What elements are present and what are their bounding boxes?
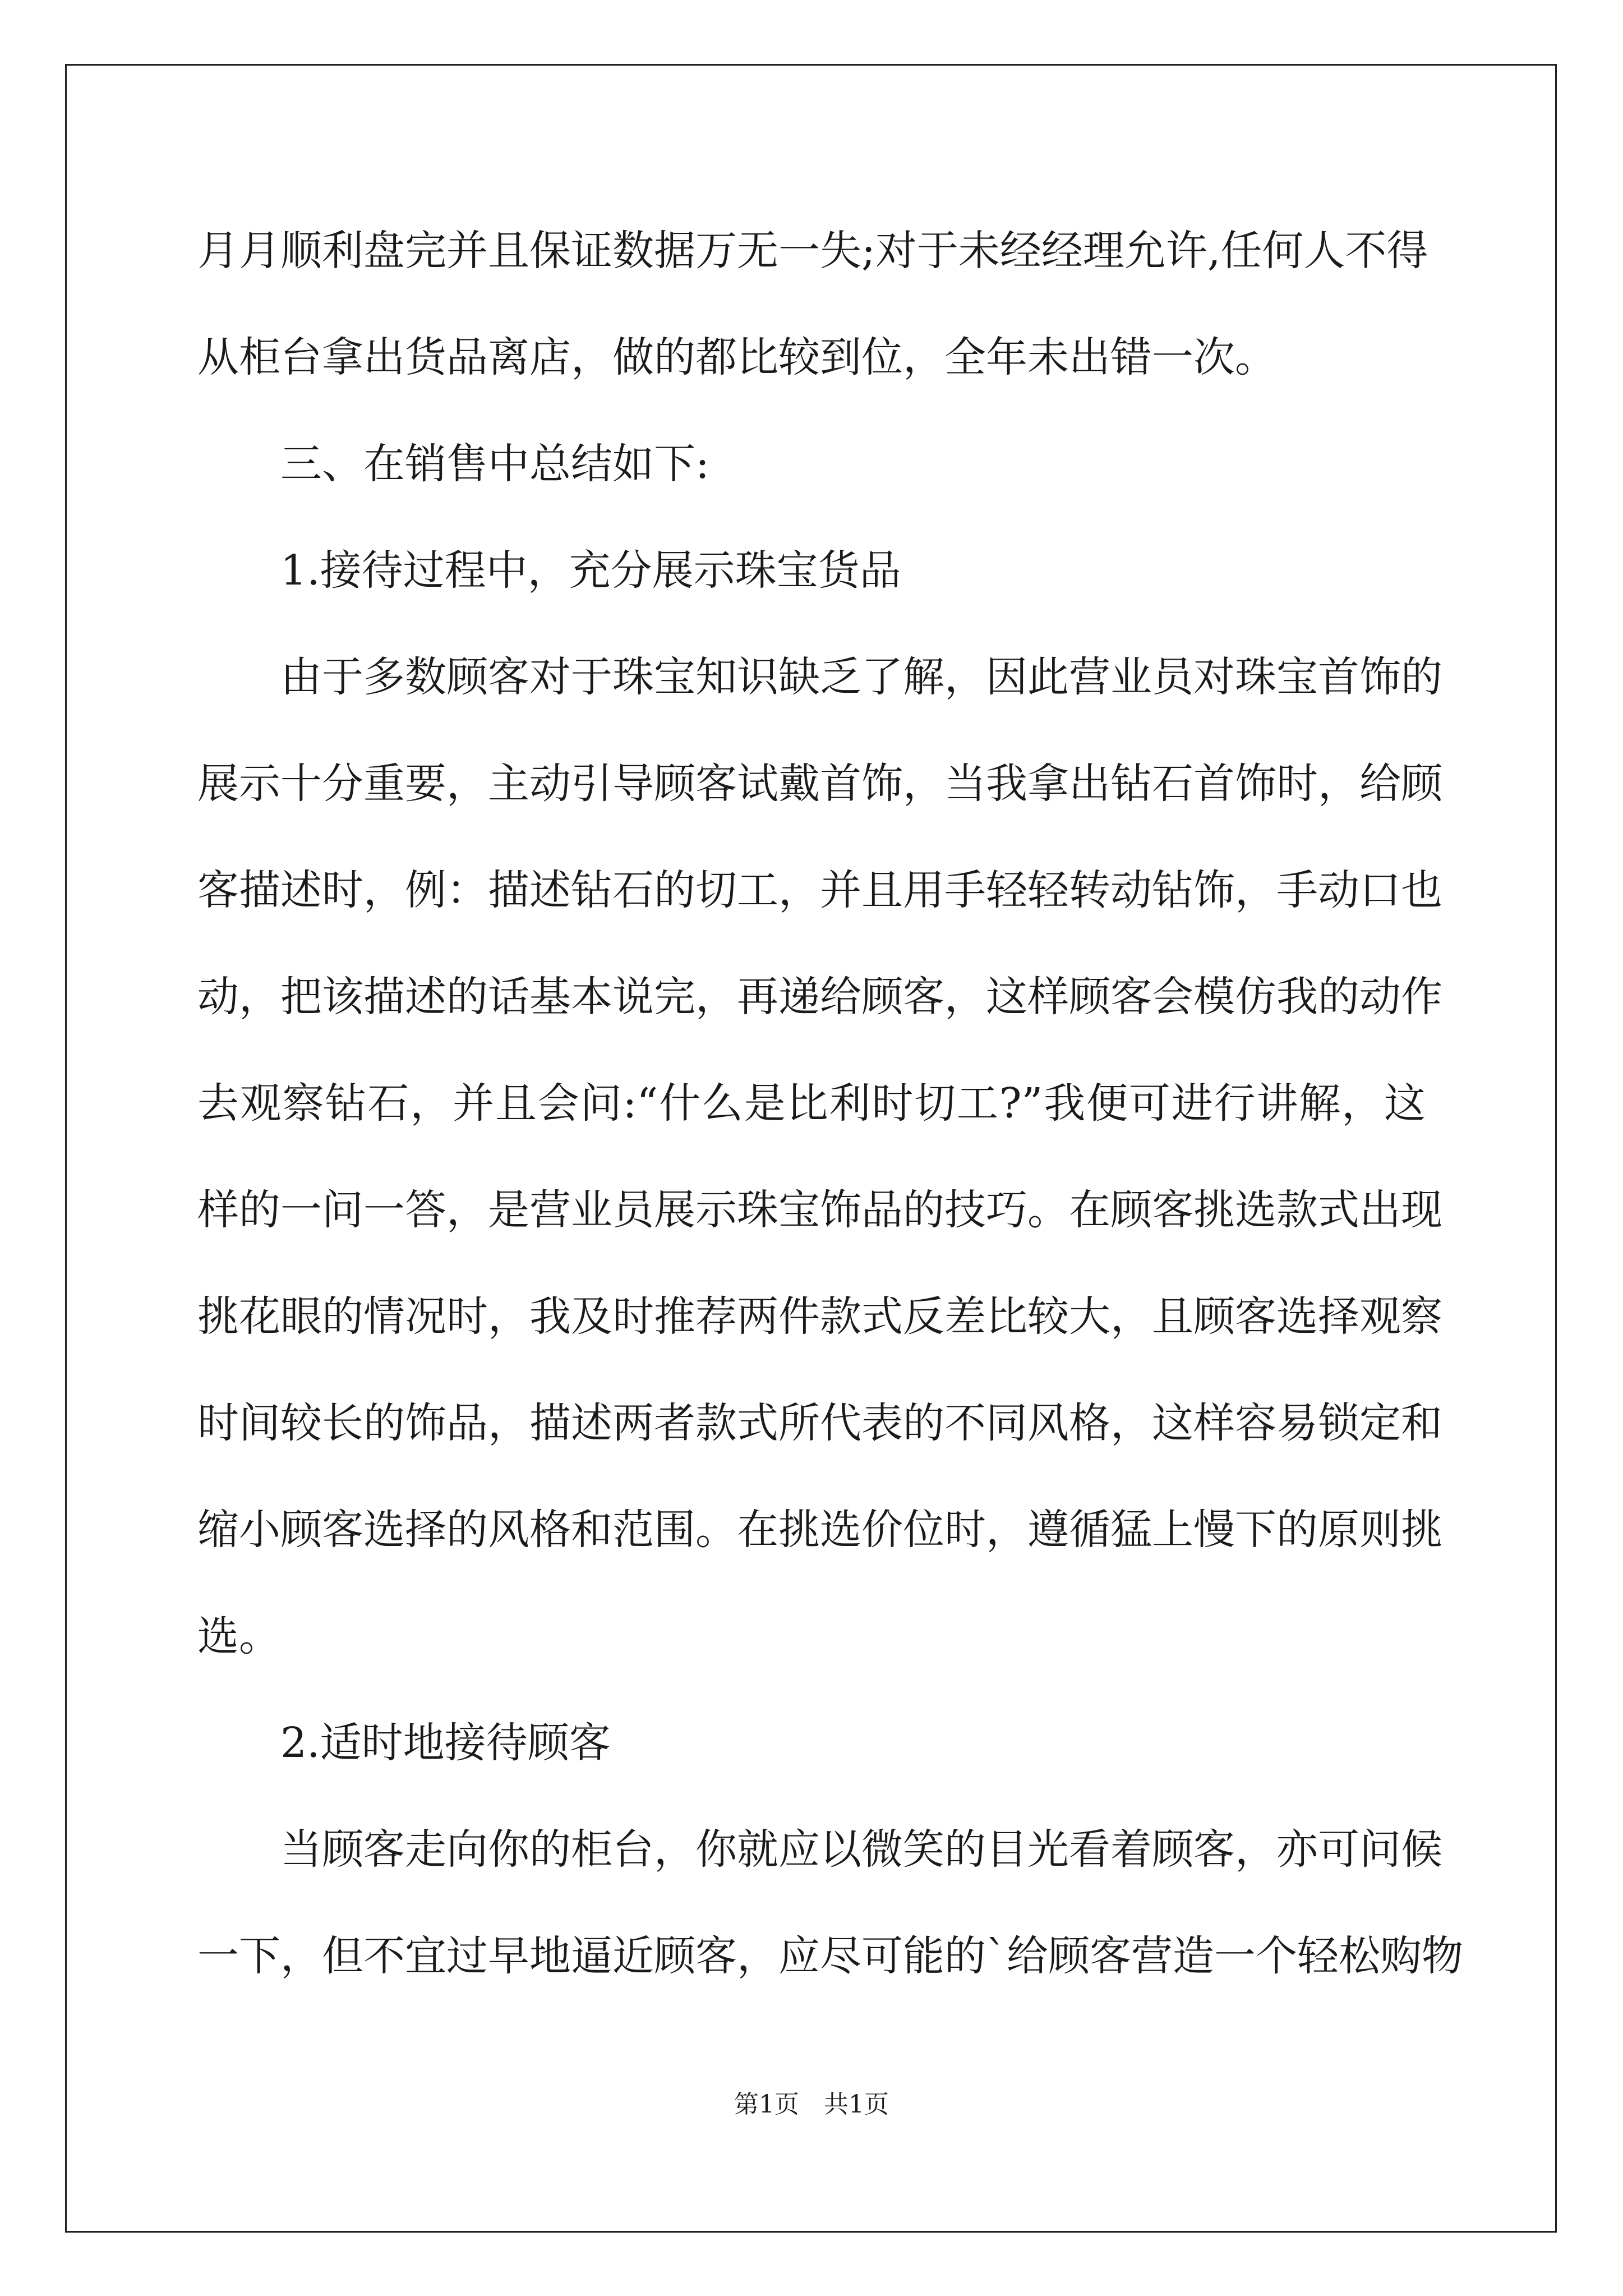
text-line: 客描述时，例：描述钻石的切工，并且用手轻轻转动钻饰，手动口也 <box>197 866 1442 914</box>
text-line: 月月顺利盘完并且保证数据万无一失;对于未经经理允许,任何人不得 <box>197 227 1428 275</box>
text-line: 一下，但不宜过早地逼近顾客，应尽可能的`给顾客营造一个轻松购物 <box>197 1932 1463 1980</box>
text-line: 当顾客走向你的柜台，你就应以微笑的目光看着顾客，亦可问候 <box>280 1825 1442 1874</box>
text-line: 样的一问一答，是营业员展示珠宝饰品的技巧。在顾客挑选款式出现 <box>197 1186 1442 1234</box>
subsection-heading: 2.适时地接待顾客 <box>280 1719 611 1767</box>
subsection-heading: 1.接待过程中，充分展示珠宝货品 <box>280 546 901 595</box>
page-number-total: 共1页 <box>824 2090 889 2119</box>
text-line: 时间较长的饰品，描述两者款式所代表的不同风格，这样容易锁定和 <box>197 1399 1442 1447</box>
text-line: 去观察钻石，并且会问:“什么是比利时切工?”我便可进行讲解，这 <box>197 1079 1426 1128</box>
text-line: 挑花眼的情况时，我及时推荐两件款式反差比较大，且顾客选择观察 <box>197 1292 1442 1341</box>
section-heading: 三、在销售中总结如下: <box>280 440 709 488</box>
text-line: 展示十分重要，主动引导顾客试戴首饰，当我拿出钻石首饰时，给顾 <box>197 760 1442 808</box>
page-number-current: 第1页 <box>734 2090 799 2119</box>
page-footer <box>0 2088 1623 2122</box>
text-line: 由于多数顾客对于珠宝知识缺乏了解，因此营业员对珠宝首饰的 <box>280 653 1442 701</box>
text-line: 选。 <box>197 1612 280 1660</box>
document-body <box>197 209 1463 2021</box>
text-line: 缩小顾客选择的风格和范围。在挑选价位时，遵循猛上慢下的原则挑 <box>197 1506 1442 1554</box>
text-line: 动，把该描述的话基本说完，再递给顾客，这样顾客会模仿我的动作 <box>197 973 1442 1021</box>
text-line: 从柜台拿出货品离店，做的都比较到位，全年未出错一次。 <box>197 333 1276 381</box>
